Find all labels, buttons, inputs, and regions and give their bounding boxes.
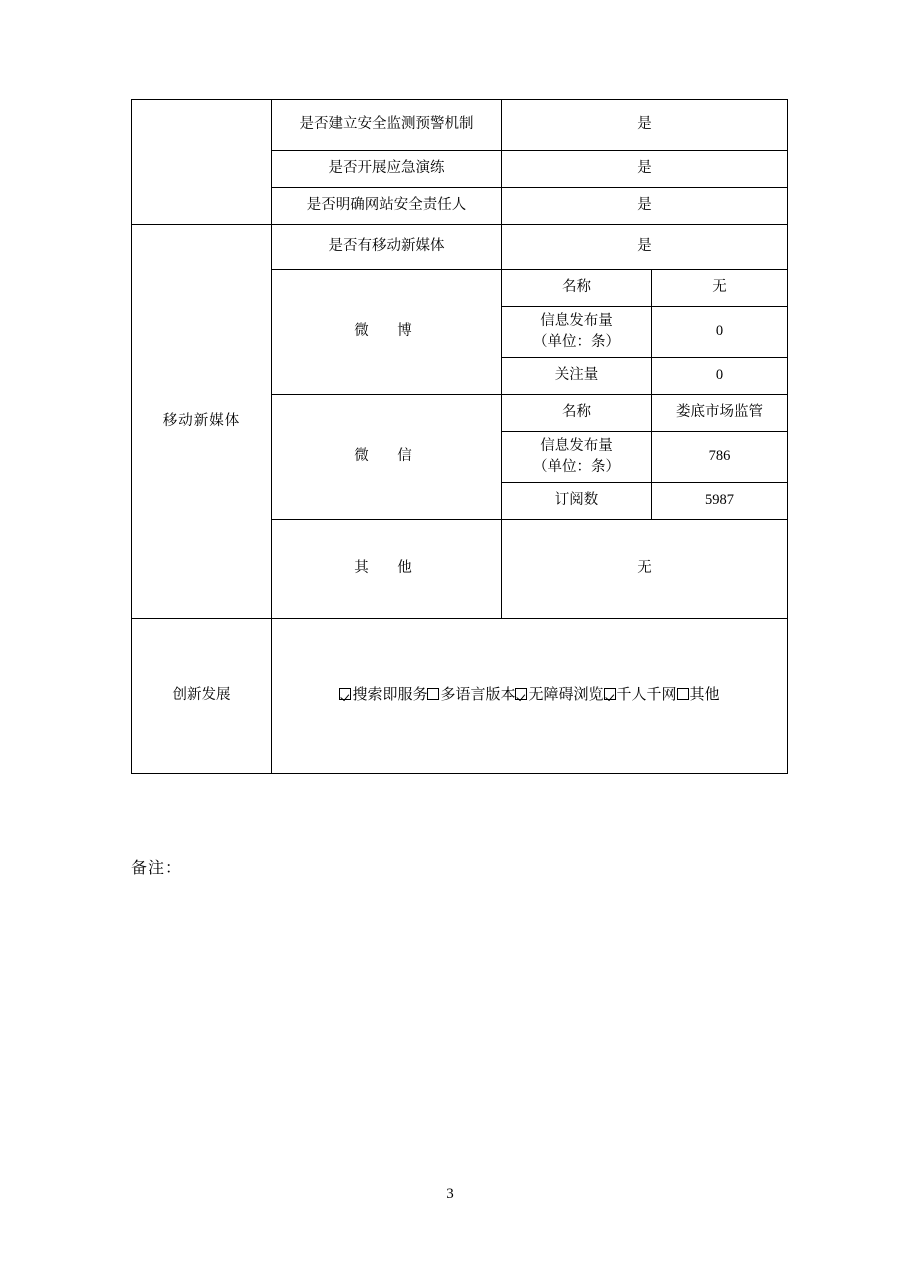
- option-label: 千人千网: [616, 687, 677, 704]
- value-weibo-followers: 0: [652, 358, 788, 395]
- innovation-option-other[interactable]: [677, 687, 720, 703]
- field-line-1: 信息发布量: [540, 312, 613, 329]
- innovation-option-accessibility[interactable]: [515, 687, 603, 703]
- question-security-monitoring: 是否建立安全监测预警机制: [272, 100, 502, 151]
- table-row: [132, 619, 788, 774]
- subsection-label-weibo: 微 博: [272, 270, 502, 395]
- value-other-media: 无: [502, 520, 788, 619]
- innovation-checkbox-group: [276, 685, 783, 707]
- value-emergency-drill: 是: [502, 151, 788, 188]
- field-wechat-name: 名称: [502, 395, 652, 432]
- question-has-mobile-media: 是否有移动新媒体: [272, 225, 502, 270]
- innovation-options-cell: [272, 619, 788, 774]
- option-label: 多语言版本: [440, 687, 516, 704]
- checkbox-icon[interactable]: [427, 688, 439, 700]
- innovation-option-search-as-service[interactable]: [339, 687, 427, 703]
- section-label-mobile-media: 移动新媒体: [132, 225, 272, 619]
- section-label-innovation: 创新发展: [132, 619, 272, 774]
- value-wechat-name: 娄底市场监管: [652, 395, 788, 432]
- field-line-2: （单位：条）: [533, 334, 620, 350]
- security-section-label: [132, 100, 272, 225]
- option-label: 无障碍浏览: [528, 687, 604, 704]
- value-has-mobile-media: 是: [502, 225, 788, 270]
- value-wechat-publish-count: 786: [652, 432, 788, 483]
- value-security-officer: 是: [502, 188, 788, 225]
- field-wechat-publish-count: [502, 432, 652, 483]
- table-row: [132, 225, 788, 270]
- field-weibo-publish-count: [502, 307, 652, 358]
- field-weibo-name: 名称: [502, 270, 652, 307]
- checkbox-icon[interactable]: [515, 688, 527, 700]
- option-label: 其他: [689, 687, 720, 704]
- question-security-officer: 是否明确网站安全责任人: [272, 188, 502, 225]
- field-line-2: （单位：条）: [533, 459, 620, 475]
- field-weibo-followers: 关注量: [502, 358, 652, 395]
- innovation-option-multilingual[interactable]: [427, 687, 515, 703]
- value-weibo-name: 无: [652, 270, 788, 307]
- checkbox-icon[interactable]: [677, 688, 689, 700]
- page-number: 3: [446, 1186, 454, 1202]
- field-line-1: 信息发布量: [540, 437, 613, 454]
- table-row: [132, 100, 788, 151]
- subsection-label-wechat: 微 信: [272, 395, 502, 520]
- question-emergency-drill: 是否开展应急演练: [272, 151, 502, 188]
- checkbox-icon[interactable]: [604, 688, 616, 700]
- option-label: 搜索即服务: [352, 687, 428, 704]
- annual-report-table: [131, 99, 788, 774]
- subsection-label-other: 其 他: [272, 520, 502, 619]
- innovation-option-personalized[interactable]: [604, 687, 677, 703]
- value-weibo-publish-count: 0: [652, 307, 788, 358]
- value-wechat-subscribers: 5987: [652, 483, 788, 520]
- remark-label: 备注：: [131, 860, 183, 877]
- field-wechat-subscribers: 订阅数: [502, 483, 652, 520]
- checkbox-icon[interactable]: [339, 688, 351, 700]
- value-security-monitoring: 是: [502, 100, 788, 151]
